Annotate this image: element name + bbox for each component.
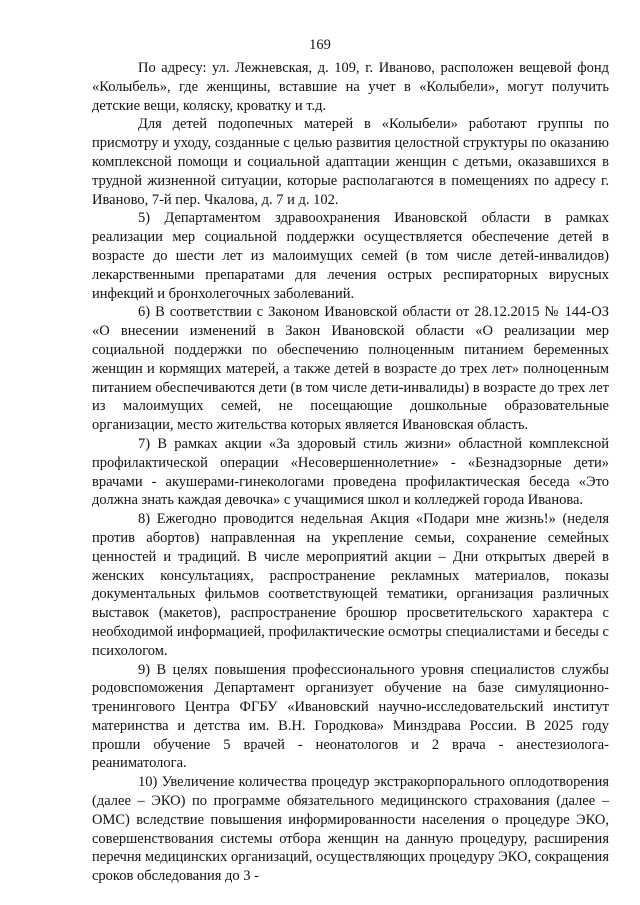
paragraph-item-9: 9) В целях повышения профессионального уровня специалистов службы родовспоможения Департамент организует обучение на базе симуляционно-тренингового Центра ФГБУ «Ивановский научно-исследовательский институт материнства и детства им. В.Н. Городкова» Минздрава России. В 2025 году прошли обучение 5 врачей - неонатологов и 2 врача - анестезиолога-реаниматолога. bbox=[92, 661, 609, 772]
paragraph-fund-address: По адресу: ул. Лежневская, д. 109, г. Иваново, расположен вещевой фонд «Колыбель», где женщины, вставшие на учет в «Колыбели», могут получить детские вещи, коляску, кроватку и т.д. bbox=[92, 60, 609, 114]
paragraph-childcare-groups: Для детей подопечных матерей в «Колыбели» работают группы по присмотру и уходу, созданные с целью развития целостной структуры по оказанию комплексной помощи и социальной адаптации женщин с детьми, оказавшихся в трудной жизненной ситуации, которые располагаются в помещениях по адресу г. Иваново, 7-й пер. Чкалова, д. 7 и д. 102. bbox=[92, 116, 609, 208]
paragraph-item-10: 10) Увеличение количества процедур экстракорпорального оплодотворения (далее – ЭКО) по программе обязательного медицинского страхования (далее – ОМС) вследствие повышения информированности населения о процедуре ЭКО, совершенствования системы отбора женщин на данную процедуру, расширения перечня медицинских организаций, осуществляющих процедуру ЭКО, сокращения сроков обследования до 3 - bbox=[92, 774, 609, 885]
page-number: 169 bbox=[309, 37, 331, 53]
paragraph-item-7: 7) В рамках акции «За здоровый стиль жизни» областной комплексной профилактической операции «Несовершеннолетние» - «Безнадзорные дети» врачами - акушерами-гинекологами проведена профилактическая беседа «Это должна знать каждая девочка» с учащимися школ и колледжей города Иванова. bbox=[92, 435, 609, 509]
paragraph-item-8: 8) Ежегодно проводится недельная Акция «Подари мне жизнь!» (неделя против абортов) направленная на укрепление семьи, сохранение семейных ценностей и традиций. В числе мероприятий акции – Дни открытых дверей в женских консультациях, распространение рекламных материалов, показы документальных фильмов соответствующей тематики, организация различных выставок (макетов), распространение брошюр просветительского характера с необходимой информацией, профилактические осмотры специалистами и беседы с психологом. bbox=[92, 511, 609, 659]
paragraph-item-5: 5) Департаментом здравоохранения Ивановской области в рамках реализации мер социальной поддержки осуществляется обеспечение детей в возрасте до шести лет из малоимущих семей (в том числе детей-инвалидов) лекарственными препаратами для лечения острых респираторных вирусных инфекций и бронхолегочных заболеваний. bbox=[92, 210, 609, 302]
document-body bbox=[92, 59, 609, 886]
paragraph-item-6: 6) В соответствии с Законом Ивановской области от 28.12.2015 № 144-ОЗ «О внесении изменений в Закон Ивановской области «О реализации мер социальной поддержки по обеспечению полноценным питанием беременных женщин и кормящих матерей, а также детей в возрасте до трех лет» полноценным питанием обеспечиваются дети (в том числе дети-инвалиды) в возрасте до трех лет из малоимущих семей, не посещающие дошкольные образовательные организации, место жительства которых является Ивановская область. bbox=[92, 304, 609, 434]
